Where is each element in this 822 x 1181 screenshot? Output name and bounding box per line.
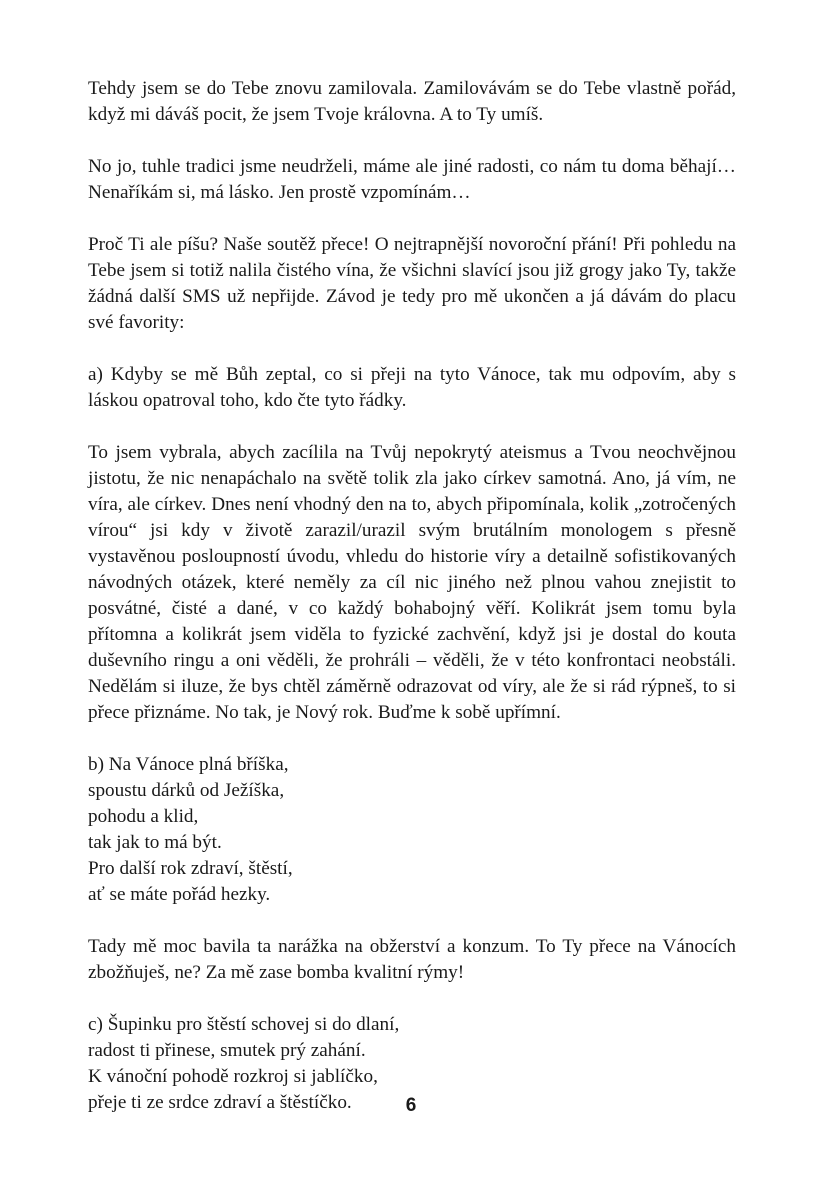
page-body	[88, 76, 736, 1142]
wish-a: a) Kdyby se mě Bůh zeptal, co si přeji na tyto Vánoce, tak mu odpovím, aby s láskou opatroval toho, kdo čte tyto řádky.	[88, 364, 736, 411]
verse-line: b) Na Vánoce plná bříška,	[88, 754, 289, 775]
verse-line: ať se máte pořád hezky.	[88, 884, 271, 905]
verse-line: radost ti přinese, smutek prý zahání.	[88, 1040, 366, 1061]
verse-line: přeje ti ze srdce zdraví a štěstíčko.	[88, 1092, 352, 1113]
paragraph-atheism: To jsem vybrala, abych zacílila na Tvůj nepokrytý ateismus a Tvou neochvějnou jistotu, že nic nenapáchalo na světě tolik zla jako církev samotná. Ano, já vím, ne víra, ale církev. Dnes není vhodný den na to, abych připomínala, kolik „zotročených vírou“ jsi kdy v životě zarazil/urazil svým brutálním monologem s přesně vystavěnou posloupností úvodu, vhledu do historie víry a detailně sofistikovaných návodných otázek, které neměly za cíl nic jiného než plnou vahou znejistit to posvátné, čisté a dané, v co každý bohabojný věří. Kolikrát jsem tomu byla přítomna a kolikrát jsem viděla to fyzické zachvění, když jsi je dostal do kouta duševního ringu a oni věděli, že prohráli – věděli, že v této konfrontaci neobstáli. Nedělám si iluze, že bys chtěl záměrně odrazovat od víry, ale že si rád rýpneš, to si přece přiznáme. No tak, je Nový rok. Buďme k sobě upřímní.	[88, 442, 736, 723]
verse-line: c) Šupinku pro štěstí schovej si do dlaní,	[88, 1014, 400, 1035]
paragraph-intro: Tehdy jsem se do Tebe znovu zamilovala. Zamilovávám se do Tebe vlastně pořád, když mi dáváš pocit, že jsem Tvoje královna. A to Ty umíš.	[88, 78, 736, 125]
paragraph-contest: Proč Ti ale píšu? Naše soutěž přece! O nejtrapnější novoroční přání! Při pohledu na Tebe jsem si totiž nalila čistého vína, že všichni slavící jsou již grogy jako Ty, takže žádná další SMS už nepřijde. Závod je tedy pro mě ukončen a já dávám do placu své favority:	[88, 234, 736, 333]
paragraph-tradition: No jo, tuhle tradici jsme neudrželi, máme ale jiné radosti, co nám tu doma běhají… Nenaříkám si, má lásko. Jen prostě vzpomínám…	[88, 156, 736, 203]
wish-b-verse	[88, 752, 736, 908]
verse-line: pohodu a klid,	[88, 806, 199, 827]
verse-line: tak jak to má být.	[88, 832, 222, 853]
paragraph-comment-b: Tady mě moc bavila ta narážka na obžerství a konzum. To Ty přece na Vánocích zbožňuješ, ne? Za mě zase bomba kvalitní rýmy!	[88, 936, 736, 983]
verse-line: spoustu dárků od Ježíška,	[88, 780, 285, 801]
page-number: 6	[405, 1095, 417, 1116]
verse-line: Pro další rok zdraví, štěstí,	[88, 858, 293, 879]
verse-line: K vánoční pohodě rozkroj si jablíčko,	[88, 1066, 378, 1087]
